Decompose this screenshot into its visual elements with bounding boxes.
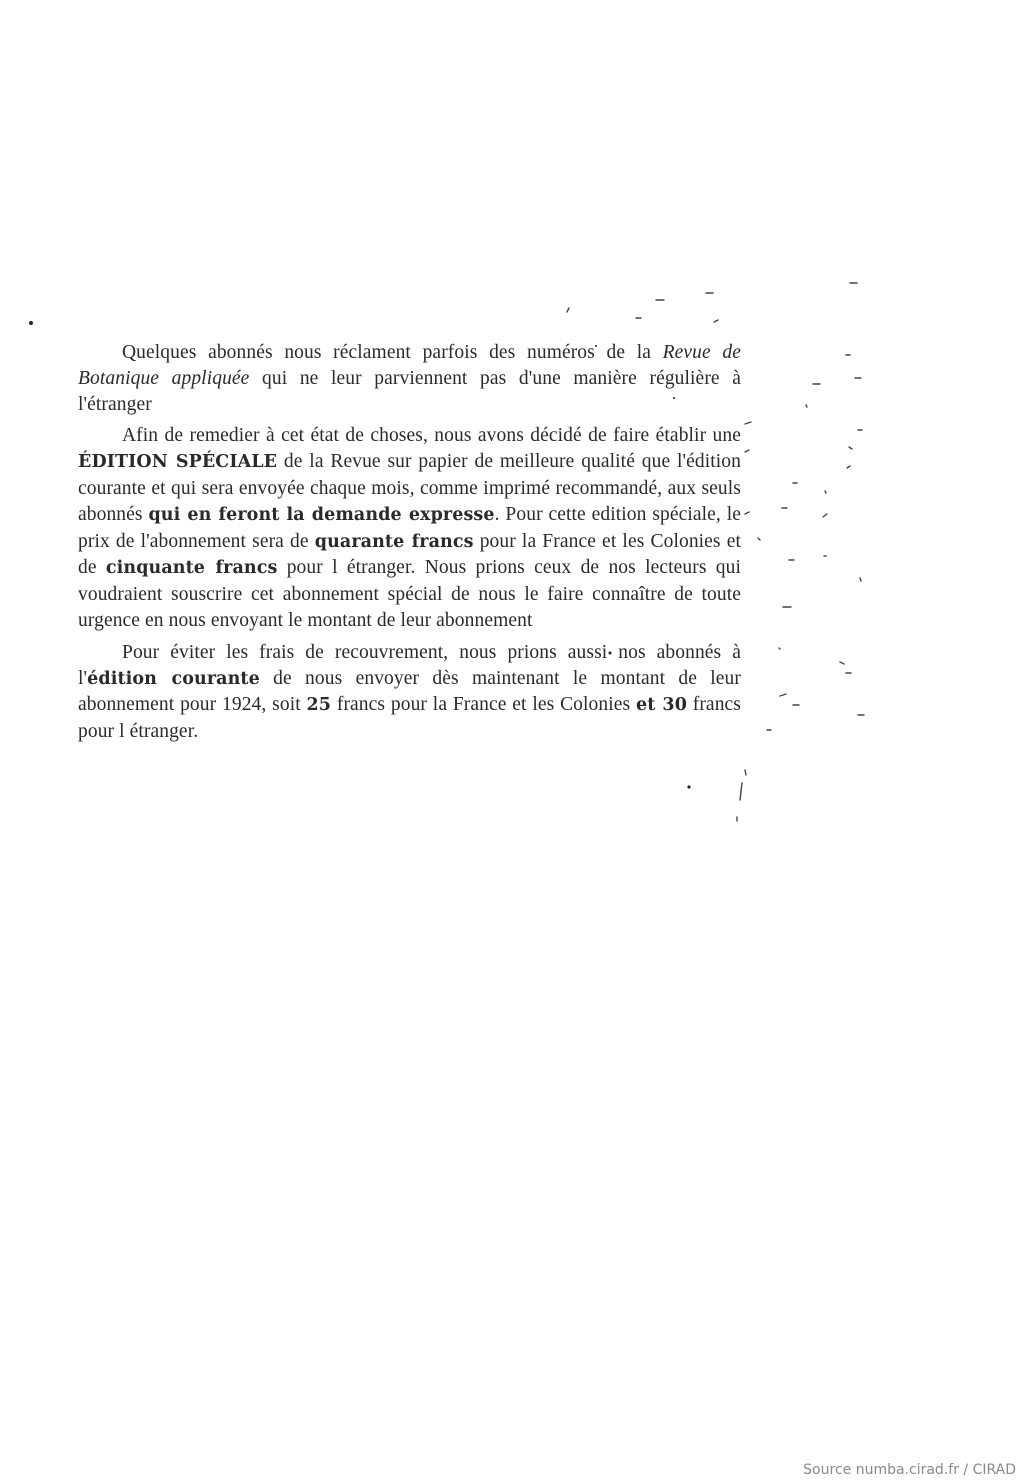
bold-text: cinquante francs <box>105 558 278 579</box>
paragraph-text: . Pour cette edition spéciale, le prix de l'abonnement sera de <box>78 503 741 552</box>
journal-title: Revue de Botanique appliquée <box>78 342 741 389</box>
paragraph-text: pour l étranger. Nous prions ceux de nos lecteurs qui voudraient souscrire cet abonnement spécial de nous le faire connaître de toute urgence en nous envoyant le montant de leur abonnement <box>78 557 741 631</box>
paragraph-text: francs pour l étranger. <box>78 694 741 743</box>
paragraph-text: Pour éviter les frais de recouvrement, nous prions aussi nos abonnés à l' <box>78 641 741 689</box>
notice-paragraph-3 <box>78 640 741 745</box>
bold-text: quarante francs <box>314 531 474 552</box>
source-credit: Source numba.cirad.fr / CIRAD <box>803 1462 1016 1478</box>
paragraph-text: Quelques abonnés nous réclament parfois des numéros de la <box>122 342 663 363</box>
bold-text: 25 <box>306 695 332 716</box>
paragraph-text: francs pour la France et les Colonies <box>331 694 636 716</box>
bold-text: qui en feront la demande expresse <box>148 504 495 525</box>
bold-text: édition courante <box>87 668 260 689</box>
bold-text: ÉDITION SPÉCIALE <box>78 452 278 473</box>
paragraph-text: Afin de remedier à cet état de choses, nous avons décidé de faire établir une <box>122 425 741 447</box>
paragraph-text: de nous envoyer dès maintenant le montant de leur abonnement pour 1924, soit <box>78 667 741 716</box>
subscription-notice <box>78 340 741 751</box>
bold-text: et 30 <box>636 695 687 716</box>
paragraph-text: de la Revue sur papier de meilleure qualité que l'édition courante et qui sera envoyée chaque mois, comme imprimé recommandé, aux seuls abonnés <box>78 451 741 525</box>
notice-paragraph-2 <box>78 423 741 633</box>
paragraph-text: qui ne leur parviennent pas d'une manière régulière à l'étranger <box>78 367 742 415</box>
notice-paragraph-1 <box>78 340 741 417</box>
paragraph-text: pour la France et les Colonies et de <box>78 530 741 579</box>
